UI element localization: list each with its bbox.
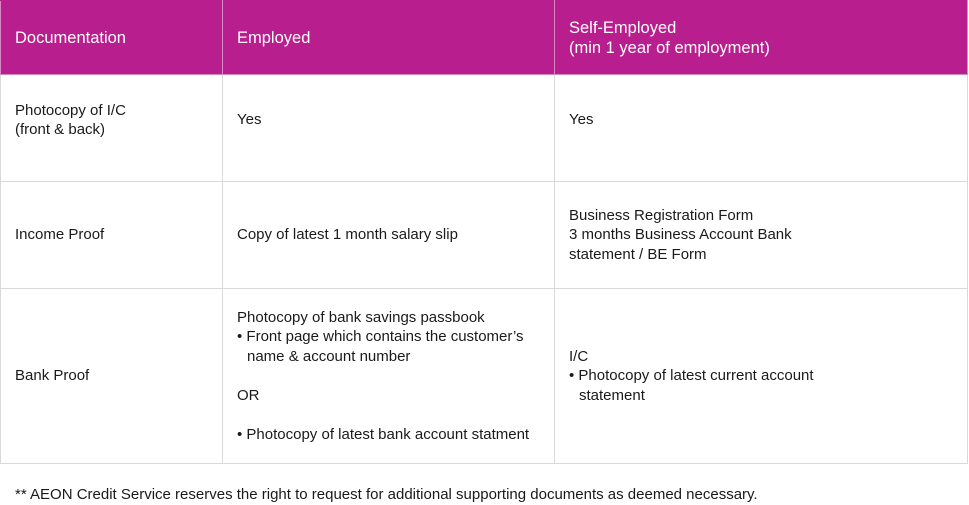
employed-text: Copy of latest 1 month salary slip: [237, 226, 458, 244]
cell-documentation: [1, 182, 223, 289]
header-self-employed: [555, 1, 968, 75]
header-self-employed-label: Self-Employed: [569, 18, 677, 37]
table-row: [1, 182, 968, 289]
self-employed-text: I/C: [569, 347, 589, 365]
cell-self-employed: [555, 182, 968, 289]
employed-bullet: • Photocopy of latest bank account statment: [237, 425, 530, 443]
self-employed-text: Business Registration Form: [569, 206, 754, 224]
documentation-text: Photocopy of I/C: [15, 101, 126, 119]
self-employed-text: Yes: [569, 111, 594, 129]
self-employed-text: statement / BE Form: [569, 245, 707, 263]
header-documentation: [1, 1, 223, 75]
employed-bullet-continuation: name & account number: [247, 347, 411, 365]
employed-text: Yes: [237, 111, 262, 129]
header-employed-label: Employed: [237, 28, 311, 47]
header-employed: [223, 1, 555, 75]
self-employed-text: 3 months Business Account Bank: [569, 226, 792, 244]
cell-employed: [223, 75, 555, 182]
cell-self-employed: [555, 289, 968, 464]
employed-or-text: OR: [237, 386, 260, 404]
documentation-text: (front & back): [15, 121, 106, 138]
table-row: [1, 75, 968, 182]
cell-employed: [223, 289, 555, 464]
documentation-text: Income Proof: [15, 226, 105, 244]
employed-bullet: • Front page which contains the customer’s: [237, 328, 524, 346]
cell-employed: [223, 182, 555, 289]
cell-documentation: [1, 75, 223, 182]
cell-documentation: [1, 289, 223, 464]
self-employed-bullet: • Photocopy of latest current account: [569, 367, 814, 385]
cell-self-employed: [555, 75, 968, 182]
self-employed-bullet-continuation: statement: [579, 386, 645, 404]
documentation-text: Bank Proof: [15, 367, 90, 385]
header-self-employed-note: (min 1 year of employment): [569, 38, 770, 57]
table-row: [1, 289, 968, 464]
header-documentation-label: Documentation: [15, 28, 126, 47]
employed-text: Photocopy of bank savings passbook: [237, 308, 485, 326]
table-header-row: [1, 1, 968, 75]
footnote: ** AEON Credit Service reserves the right to request for additional supporting documents as deemed necessary.: [15, 486, 758, 503]
